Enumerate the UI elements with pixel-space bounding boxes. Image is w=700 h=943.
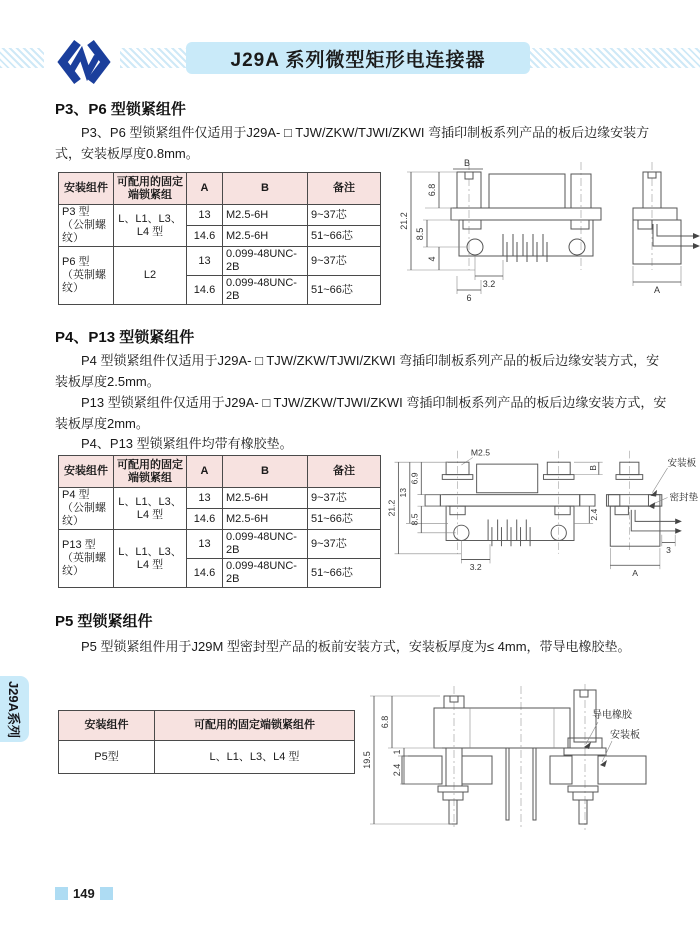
thread-label: M2.5 [470,447,490,458]
brand-logo-icon [56,36,112,88]
dim-label: 6.8 [380,715,390,729]
table-cell: 51~66芯 [308,559,381,588]
table-row [59,205,381,226]
table-cell: 0.099-48UNC-2B [223,247,308,276]
p3-p6-technical-drawing [395,158,700,308]
table-cell: 13 [187,488,223,509]
table-row [59,488,381,509]
dim-label: 21.2 [399,212,409,230]
p4-p13-technical-drawing [385,443,700,595]
table-cell: 51~66芯 [308,276,381,305]
p5-table [58,710,355,774]
side-view [633,162,700,295]
dim-label: B [587,465,598,471]
section-p4-p13-paragraph-1: P4 型锁紧组件仅适用于J29A- □ TJW/ZKW/TJWI/ZKWI 弯插印制板系列产品的板后边缘安装方式，安装板厚度2.5mm。 [55,353,660,389]
dim-label: 8.5 [415,227,425,241]
table-cell: 14.6 [187,276,223,305]
table-header-cell: 安装组件 [59,456,114,488]
dim-label: 6 [466,293,472,303]
table-cell: P6 型（英制螺纹） [59,247,114,305]
section-heading-p4-p13: P4、P13 型锁紧组件 [55,329,195,346]
table-header-cell: B [223,173,308,205]
dim-label: 3 [666,544,671,555]
section-p3-p6-paragraph: P3、P6 型锁紧组件仅适用于J29A- □ TJW/ZKW/TJWI/ZKWI 弯插印制板系列产品的板后边缘安装方式，安装板厚度0.8mm。 [55,125,650,161]
series-side-tab [0,676,29,742]
table-cell: P3 型（公制螺纹） [59,205,114,247]
front-view [399,158,601,303]
table-header-cell: A [187,173,223,205]
page-footer [55,886,113,901]
table-cell: M2.5-6H [223,509,308,530]
table-header-cell: B [223,456,308,488]
table-cell: L、L1、L3、L4 型 [114,205,187,247]
section-heading-p5: P5 型锁紧组件 [55,613,153,630]
table-header-cell: 备注 [308,173,381,205]
dim-label: 8.5 [409,513,420,526]
table-cell: M2.5-6H [223,488,308,509]
dim-label: 1 [392,749,402,755]
table-row [59,247,381,276]
table-cell: M2.5-6H [223,226,308,247]
table-cell: L、L1、L3、L4 型 [114,530,187,588]
table-header-row [59,456,381,488]
table-header-row [59,173,381,205]
dim-label: 2.4 [392,763,402,777]
table-cell: 9~37芯 [308,488,381,509]
table-cell: M2.5-6H [223,205,308,226]
dim-label: 13 [398,487,408,498]
p4-p13-table [58,455,381,588]
series-side-tab-label: J29A系列 [6,680,21,738]
table-header-cell: 可配用的固定端锁紧组件 [155,711,355,741]
table-cell: P4 型（公制螺纹） [59,488,114,530]
table-header-row [59,711,355,741]
table-cell: P13 型（英制螺纹） [59,530,114,588]
table-cell: 14.6 [187,509,223,530]
dim-label: A [653,285,661,295]
table-cell: 0.099-48UNC-2B [223,276,308,305]
section-p5-paragraph: P5 型锁紧组件用于J29M 型密封型产品的板前安装方式，安装板厚度为≤ 4mm，带导电橡胶垫。 [81,639,631,654]
dim-label: 3.2 [482,279,496,289]
mounting-plate-label: 安装板 [667,458,697,470]
section-p4-p13-paragraph-2: P13 型锁紧组件仅适用于J29A- □ TJW/ZKW/TJWI/ZKWI 弯插印制板系列产品的板后边缘安装方式，安装板厚度2mm。 [55,395,667,431]
table-cell: P5型 [59,741,155,774]
p3-p6-table [58,172,381,305]
table-header-cell: 备注 [308,456,381,488]
section-p4-p13-paragraph-3: P4、P13 型锁紧组件均带有橡胶垫。 [81,436,293,451]
footer-square-right [100,887,113,900]
page-title: J29A 系列微型矩形电连接器 [186,42,530,74]
seal-gasket-label: 密封垫 [669,492,699,504]
table-cell: 9~37芯 [308,247,381,276]
page-number: 149 [73,886,95,901]
dim-label: 6.9 [409,472,420,485]
table-cell: 0.099-48UNC-2B [223,530,308,559]
dim-label: 4 [427,256,437,262]
table-cell: L、L1、L3、L4 型 [114,488,187,530]
table-header-cell: 安装组件 [59,173,114,205]
table-cell: 9~37芯 [308,530,381,559]
table-row [59,530,381,559]
table-cell: 0.099-48UNC-2B [223,559,308,588]
table-cell: 13 [187,247,223,276]
dim-label: B [463,158,471,168]
p5-technical-drawing [358,682,692,840]
table-cell: 51~66芯 [308,509,381,530]
table-header-cell: 可配用的固定端锁紧组 [114,456,187,488]
table-cell: 14.6 [187,226,223,247]
conductive-rubber-label: 导电橡胶 [592,710,632,721]
dim-label: 2.4 [588,508,599,521]
side-view [606,451,698,578]
footer-square-left [55,887,68,900]
dim-label: 21.2 [386,499,397,517]
table-header-cell: A [187,456,223,488]
table-row [59,741,355,774]
table-cell: L2 [114,247,187,305]
dim-label: A [632,567,638,578]
dim-label: 3.2 [469,562,482,573]
section-heading-p3-p6: P3、P6 型锁紧组件 [55,101,186,118]
table-cell: 13 [187,205,223,226]
table-cell: L、L1、L3、L4 型 [155,741,355,774]
mounting-plate-label: 安装板 [610,730,640,741]
table-cell: 51~66芯 [308,226,381,247]
section-view [362,684,646,830]
table-cell: 13 [187,530,223,559]
table-cell: 14.6 [187,559,223,588]
table-header-cell: 安装组件 [59,711,155,741]
table-header-cell: 可配用的固定端锁紧组 [114,173,187,205]
front-view [387,448,603,573]
dim-label: 6.8 [427,183,437,197]
dim-label: 19.5 [362,751,372,769]
table-cell: 9~37芯 [308,205,381,226]
